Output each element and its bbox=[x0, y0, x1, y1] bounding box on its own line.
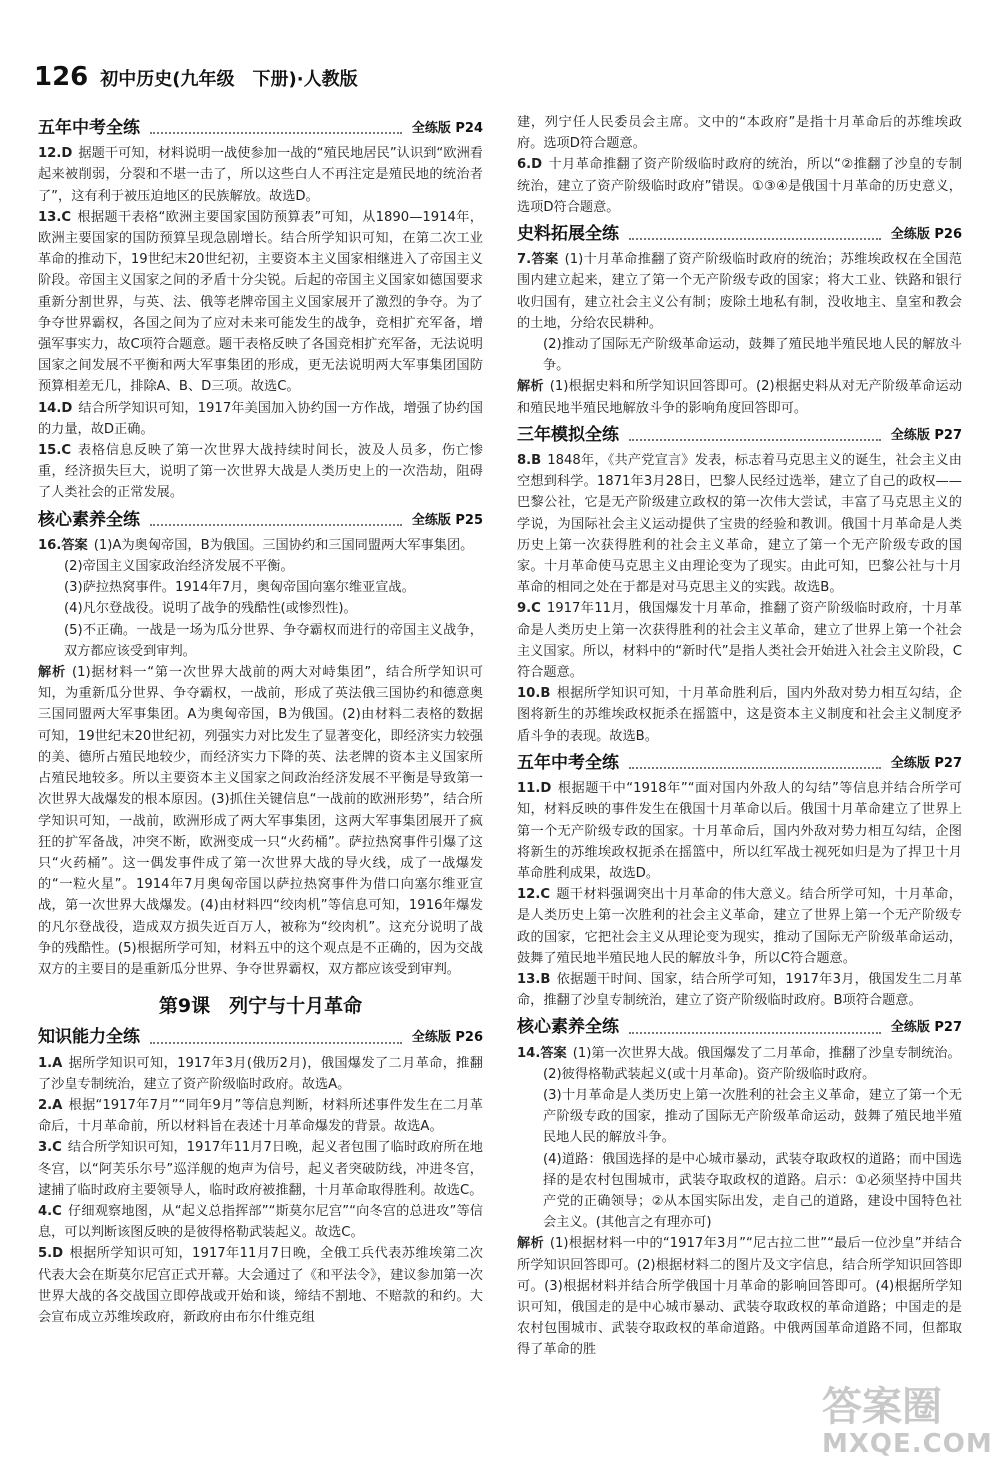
page-number: 126 bbox=[34, 62, 89, 92]
question-number: 13.C bbox=[38, 209, 72, 225]
section-title: 五年中考全练 bbox=[517, 752, 619, 773]
answer-text: 题干材料强调突出十月革命的伟大意义。结合所学可知，十月革命，是人类历史上第一次胜利的社会主义革命，建立了世界上第一个无产阶级专政的国家，它把社会主义从理论变为现实，推动了国际无产阶级革命运动，鼓舞了殖民地半殖民地人民的解放斗争，所以C符合题意。 bbox=[517, 887, 962, 966]
answer-item bbox=[517, 249, 962, 334]
answer-text: 据题干可知，材料说明一战使参加一战的“殖民地居民”认识到“欧洲看起来被削弱，分裂和不堪一击了，所以这些白人不再注定是殖民地的统治者了”，这有利于被压迫地区的民族解放。故选D。 bbox=[38, 146, 483, 204]
analysis-text: (1)据材料一“第一次世界大战前的两大对峙集团”，结合所学知识可知，为重新瓜分世界、争夺霸权，一战前，形成了英法俄三国协约和德意奥三国同盟两大军事集团。A为奥匈帝国，B为俄国。(2)由材料二表格的数据可知，19世纪末20世纪初，列强实力对比发生了显著变化，即经济实力较强的美、德所占殖民地较少，而经济实力下降的英、法老牌的资本主义国家所占殖民地较多。所以主要资本主义国家之间政治经济发展不平衡是导致第一次世界大战爆发的根本原因。(3)抓住关键信息“一战前的欧洲形势”，结合所学知识可知，一战前，欧洲形成了两大军事集团，这两大军事集团展开了疯狂的扩军备战，冲突不断，欧洲变成一只“火药桶”。萨拉热窝事件引爆了这只“火药桶”。这一偶发事件成了第一次世界大战的导火线，成了一战爆发的“一粒火星”。1914年7月奥匈帝国以萨拉热窝事件为借口向塞尔维亚宣战，第一次世界大战爆发。(4)由材料四“绞肉机”等信息可知，1916年爆发的凡尔登战役，造成双方损失近百万人，被称为“绞肉机”。这充分说明了战争的残酷性。(5)根据所学可知，材料五中的这个观点是不正确的，因为交战双方的主要目的是重新瓜分世界、争夺世界霸权，双方都应该受到审判。 bbox=[38, 665, 483, 977]
answer-item bbox=[38, 207, 483, 398]
question-number: 14.答案 bbox=[517, 1045, 567, 1061]
section-header bbox=[517, 224, 962, 245]
right-column bbox=[517, 112, 962, 1361]
sub-answer: (5)不正确。一战是一场为瓜分世界、争夺霸权而进行的帝国主义战争，双方都应该受到审判。 bbox=[64, 622, 483, 659]
question-number: 10.B bbox=[517, 686, 551, 702]
question-number: 6.D bbox=[517, 157, 543, 173]
sub-answer: (2)帝国主义国家政治经济发展不平衡。 bbox=[64, 559, 294, 575]
section-header bbox=[38, 510, 483, 531]
analysis-block bbox=[517, 376, 962, 418]
answer-item bbox=[38, 1201, 483, 1243]
section-page-ref: 全练版 P25 bbox=[411, 512, 483, 528]
answer-item bbox=[517, 154, 962, 218]
lesson-title: 第9课 列宁与十月革命 bbox=[158, 995, 363, 1018]
answer-text: 根据所学知识可知，十月革命胜利后，国内外敌对势力相互勾结，企图将新生的苏维埃政权扼杀在摇篮中，这是资本主义制度和社会主义制度矛盾斗争的表现。故选B。 bbox=[517, 686, 962, 744]
analysis-block bbox=[517, 1233, 962, 1360]
answer-item bbox=[517, 884, 962, 969]
book-title: 初中历史(九年级 下册)·人教版 bbox=[100, 69, 358, 90]
question-number: 14.D bbox=[38, 400, 73, 416]
question-number: 15.C bbox=[38, 443, 72, 459]
answer-text: 1848年，《共产党宣言》发表，标志着马克思主义的诞生，社会主义由空想到科学。1871年3月28日，巴黎人民经过选举，建立了自己的政权——巴黎公社，它是无产阶级建立政权的第一次伟大尝试，丰富了马克思主义的学说，为国际社会主义运动提供了宝贵的经验和教训。俄国十月革命是人类历史上第一次获得胜利的社会主义革命，建立了第一个无产阶级专政的国家。十月革命使马克思主义由理论变为了现实。由此可知，巴黎公社与十月革命的相同之处在于都是对马克思主义的实践。故选B。 bbox=[517, 453, 962, 596]
answer-text: (1)A为奥匈帝国，B为俄国。三国协约和三国同盟两大军事集团。 bbox=[93, 537, 474, 553]
answer-text: 根据所学知识可知，1917年11月7日晚，全俄工兵代表苏维埃第二次代表大会在斯莫尔尼宫正式开幕。大会通过了《和平法令》，建议参加第一次世界大战的各交战国立即停战或开始和谈，缔结不割地、不赔款的和约。大会宣布成立苏维埃政府，新政府由布尔什维克组 bbox=[38, 1246, 483, 1325]
answer-item bbox=[38, 1137, 483, 1201]
question-number: 12.C bbox=[517, 887, 551, 903]
answer-text: 据所学知识可知，1917年3月(俄历2月)，俄国爆发了二月革命，推翻了沙皇专制统治，建立了资产阶级临时政府。故选A。 bbox=[38, 1055, 483, 1092]
analysis-label: 解析 bbox=[517, 1236, 544, 1252]
answer-item bbox=[38, 398, 483, 440]
section-page-ref: 全练版 P27 bbox=[890, 427, 962, 443]
left-column bbox=[38, 112, 483, 1328]
answer-text: 仔细观察地图，从“起义总指挥部”“斯莫尔尼宫”“向冬宫的总进攻”等信息，可以判断该图反映的是彼得格勒武装起义。故选C。 bbox=[38, 1203, 483, 1241]
section-page-ref: 全练版 P24 bbox=[411, 121, 483, 136]
section-divider bbox=[629, 1032, 881, 1034]
sub-answer: (2)彼得格勒武装起义(或十月革命)。资产阶级临时政府。 bbox=[543, 1066, 876, 1082]
answer-item bbox=[38, 440, 483, 504]
answer-text: 结合所学知识可知，1917年美国加入协约国一方作战，增强了协约国的力量，故D正确。 bbox=[38, 400, 483, 437]
section-page-ref: 全练版 P27 bbox=[890, 1020, 962, 1036]
section-title: 三年模拟全练 bbox=[517, 424, 619, 445]
answer-text: 根据题干表格“欧洲主要国家国防预算表”可知，从1890—1914年，欧洲主要国家的国防预算呈现急剧增长。结合所学知识可知，在第二次工业革命的推动下，19世纪末20世纪初，主要资本主义国家相继进入了帝国主义阶段。帝国主义国家之间的矛盾十分尖锐。后起的帝国主义国家如德国要求重新分割世界，与英、法、俄等老牌帝国主义国家展开了激烈的争夺。为了争夺世界霸权，各国之间为了应对未来可能发生的战争，竞相扩充军备，增强军事实力，故C项符合题意。题干表格反映了各国竞相扩充军备，无法说明国家之间发展不平衡和两大军事集团的形成，更无法说明两大军事集团国防预算相差无几，排除A、B、D三项。故选C。 bbox=[38, 209, 483, 395]
section-header bbox=[517, 753, 962, 774]
answer-item bbox=[38, 535, 483, 556]
question-number: 1.A bbox=[38, 1055, 63, 1071]
answer-item bbox=[517, 778, 962, 884]
question-number: 9.C bbox=[517, 601, 541, 617]
question-number: 12.D bbox=[38, 146, 73, 162]
section-page-ref: 全练版 P27 bbox=[890, 755, 962, 771]
section-divider bbox=[150, 1042, 402, 1044]
section-header bbox=[517, 1017, 962, 1038]
section-title: 核心素养全练 bbox=[517, 1017, 619, 1038]
section-page-ref: 全练版 P26 bbox=[411, 1030, 483, 1046]
page-header bbox=[34, 62, 358, 92]
answer-text: 结合所学知识可知，1917年11月7日晚，起义者包围了临时政府所在地冬宫，以“阿芙乐尔号”巡洋舰的炮声为信号，起义者突破防线，冲进冬宫，逮捕了临时政府主要领导人，临时政府被推翻，十月革命取得胜利。故选C。 bbox=[38, 1140, 483, 1198]
question-number: 11.D bbox=[517, 781, 552, 797]
section-header bbox=[38, 1027, 483, 1048]
question-number: 7.答案 bbox=[517, 252, 559, 268]
question-number: 5.D bbox=[38, 1246, 64, 1262]
analysis-label: 解析 bbox=[38, 665, 66, 681]
sub-answer: (2)推动了国际无产阶级革命运动，鼓舞了殖民地半殖民地人民的解放斗争。 bbox=[543, 337, 962, 374]
answer-text: 依据题干时间、国家，结合所学可知，1917年3月，俄国发生二月革命，推翻了沙皇专制统治，建立了资产阶级临时政府。B项符合题意。 bbox=[517, 971, 962, 1009]
answer-item bbox=[38, 1095, 483, 1137]
answer-item bbox=[517, 598, 962, 683]
answer-text: 表格信息反映了第一次世界大战持续时间长，波及人员多，伤亡惨重，经济损失巨大，说明了第一次世界大战是人类历史上的一次浩劫，阻碍了人类社会的正常发展。 bbox=[38, 443, 483, 501]
analysis-text: (1)根据材料一中的“1917年3月”“尼古拉二世”“最后一位沙皇”并结合所学知识回答即可。(2)根据材料二的图片及文字信息，结合所学知识回答即可。(3)根据材料并结合所学俄国十月革命的影响回答即可。(4)根据所学知识可知，俄国走的是中心城市暴动、武装夺取政权的革命道路；中国走的是农村包围城市、武装夺取政权的革命道路。中俄两国革命道路不同，但都取得了革命的胜 bbox=[517, 1236, 962, 1358]
sub-answer: (3)萨拉热窝事件。1914年7月，奥匈帝国向塞尔维亚宣战。 bbox=[64, 580, 415, 596]
answer-text: (1)十月革命推翻了资产阶级临时政府的统治；苏维埃政权在全国范围内建立起来，建立了第一个无产阶级专政的国家；将大工业、铁路和银行收归国有，建立社会主义公有制；废除土地私有制，没收地主、皇室和教会的土地，分给农民耕种。 bbox=[517, 252, 962, 331]
section-title: 五年中考全练 bbox=[38, 118, 140, 138]
watermark bbox=[822, 1384, 993, 1459]
answer-item bbox=[517, 450, 962, 598]
section-divider bbox=[150, 132, 402, 134]
question-number: 13.B bbox=[517, 971, 551, 987]
answer-item bbox=[517, 683, 962, 747]
answer-item bbox=[38, 143, 483, 207]
sub-answer: (4)凡尔登战役。说明了战争的残酷性(或惨烈性)。 bbox=[64, 601, 357, 617]
analysis-block bbox=[38, 662, 483, 980]
watermark-logo: 答案圈 bbox=[822, 1384, 942, 1430]
question-number: 4.C bbox=[38, 1203, 62, 1219]
answer-text: 根据“1917年7月”“同年9月”等信息判断，材料所述事件发生在二月革命后，十月革命前，所以材料旨在表述十月革命爆发的背景。故选A。 bbox=[38, 1097, 483, 1135]
answer-text: (1)第一次世界大战。俄国爆发了二月革命，推翻了沙皇专制统治。 bbox=[572, 1045, 961, 1061]
answer-item bbox=[517, 969, 962, 1011]
continued-text: 建，列宁任人民委员会主席。文中的“本政府”是指十月革命后的苏维埃政府。选项D符合题意。 bbox=[517, 115, 962, 152]
answer-item bbox=[517, 1043, 962, 1064]
section-divider bbox=[629, 439, 881, 441]
section-header bbox=[38, 118, 483, 139]
answer-item bbox=[38, 1053, 483, 1095]
section-title: 核心素养全练 bbox=[38, 509, 140, 530]
section-divider bbox=[629, 238, 881, 240]
question-number: 16.答案 bbox=[38, 537, 88, 553]
answer-item bbox=[38, 1243, 483, 1328]
answer-text: 根据题干中“1918年”“面对国内外敌人的勾结”等信息并结合所学可知，材料反映的事件发生在俄国十月革命以后。俄国十月革命建立了世界上第一个无产阶级专政的国家。十月革命后，国内外敌对势力相互勾结，企图将新生的苏维埃政权扼杀在摇篮中，所以红军战士视死如归是为了捍卫十月革命胜利成果，故选D。 bbox=[517, 781, 962, 881]
section-header bbox=[517, 425, 962, 446]
sub-answer: (4)道路：俄国选择的是中心城市暴动，武装夺取政权的道路；而中国选择的是农村包围城市，武装夺取政权的道路。启示：①必须坚持中国共产党的正确领导；②从本国实际出发，走自己的道路，建设中国特色社会主义。(其他言之有理亦可) bbox=[543, 1151, 962, 1231]
analysis-text: (1)根据史料和所学知识回答即可。(2)根据史料从对无产阶级革命运动和殖民地半殖民地解放斗争的影响角度回答即可。 bbox=[517, 379, 963, 416]
section-title: 史料拓展全练 bbox=[517, 224, 619, 245]
question-number: 2.A bbox=[38, 1097, 63, 1113]
section-title: 知识能力全练 bbox=[38, 1027, 140, 1048]
analysis-label: 解析 bbox=[517, 379, 544, 395]
section-divider bbox=[629, 767, 881, 769]
watermark-text: MXQE.COM bbox=[822, 1429, 993, 1459]
question-number: 8.B bbox=[517, 453, 542, 469]
section-divider bbox=[150, 524, 402, 526]
section-page-ref: 全练版 P26 bbox=[890, 227, 962, 243]
question-number: 3.C bbox=[38, 1140, 62, 1156]
sub-answer: (3)十月革命是人类历史上第一次胜利的社会主义革命，建立了第一个无产阶级专政的国家，推动了国际无产阶级革命运动，鼓舞了殖民地半殖民地人民的解放斗争。 bbox=[543, 1087, 962, 1146]
answer-text: 1917年11月，俄国爆发十月革命，推翻了资产阶级临时政府，十月革命是人类历史上第一次获得胜利的社会主义革命，建立了世界上第一个社会主义国家。所以，材料中的“新时代”是指人类社会开始进入社会主义阶段，C符合题意。 bbox=[517, 601, 962, 681]
answer-text: 十月革命推翻了资产阶级临时政府的统治，所以“②推翻了沙皇的专制统治，建立了资产阶级临时政府”错误。①③④是俄国十月革命的历史意义，选项D符合题意。 bbox=[517, 157, 962, 215]
